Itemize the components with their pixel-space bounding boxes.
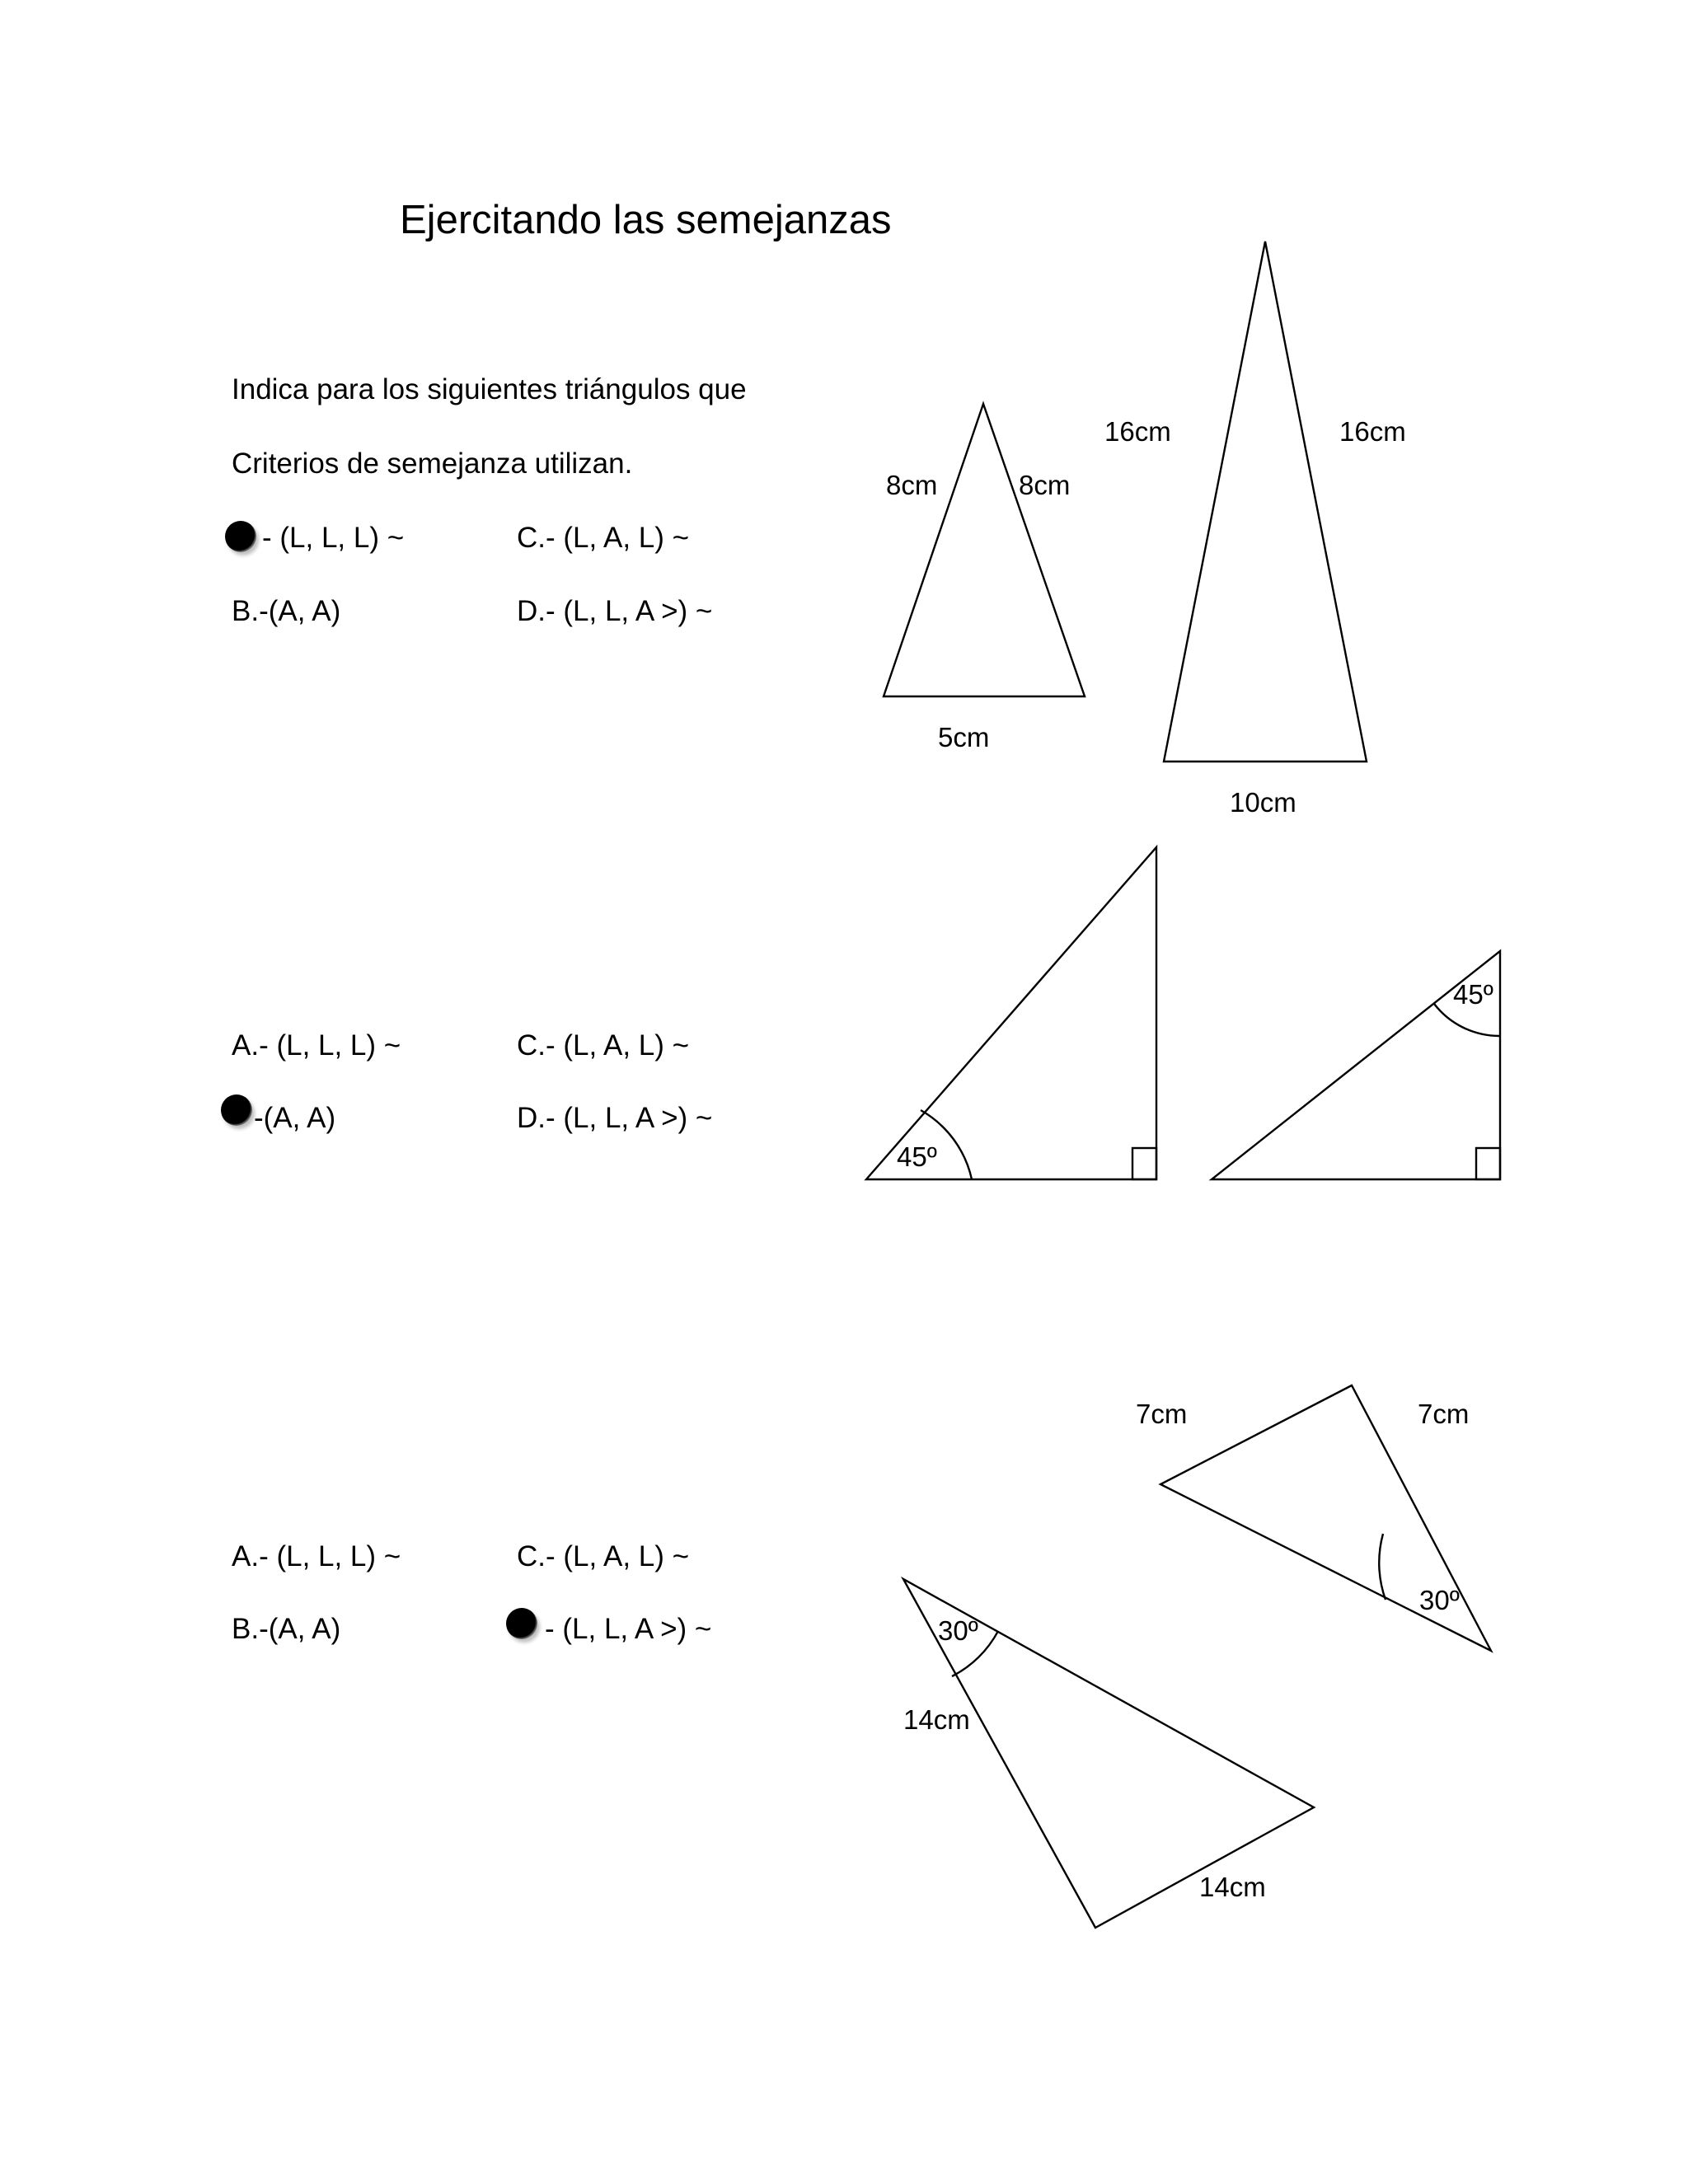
angle-label-small: 30º xyxy=(1419,1585,1460,1615)
side-label-small-right: 8cm xyxy=(1019,470,1071,500)
side-label-large-right: 16cm xyxy=(1339,416,1406,447)
option-b-exercise-3[interactable]: B.-(A, A) xyxy=(232,1613,341,1645)
option-c-exercise-2[interactable]: C.- (L, A, L) ~ xyxy=(517,1029,690,1062)
right-angle-marker-right xyxy=(1476,1148,1500,1179)
large-isosceles-triangle xyxy=(1164,241,1367,762)
angle-label-large: 30º xyxy=(938,1615,978,1646)
option-d-exercise-1[interactable]: D.- (L, L, A >) ~ xyxy=(517,595,713,627)
option-d-exercise-3[interactable]: - (L, L, A >) ~ xyxy=(545,1613,712,1645)
option-c-exercise-3[interactable]: C.- (L, A, L) ~ xyxy=(517,1540,690,1572)
base-label-small: 5cm xyxy=(938,722,990,752)
option-b-exercise-1[interactable]: B.-(A, A) xyxy=(232,595,341,627)
option-c-exercise-1[interactable]: C.- (L, A, L) ~ xyxy=(517,522,690,554)
side-label-small-left: 8cm xyxy=(886,470,938,500)
option-a-exercise-2[interactable]: A.- (L, L, L) ~ xyxy=(232,1029,401,1062)
page-title: Ejercitando las semejanzas xyxy=(400,198,892,242)
option-a-exercise-3[interactable]: A.- (L, L, L) ~ xyxy=(232,1540,401,1572)
side-label-large-left: 16cm xyxy=(1104,416,1171,447)
side-label-large-left: 14cm xyxy=(903,1704,970,1735)
option-d-exercise-2[interactable]: D.- (L, L, A >) ~ xyxy=(517,1102,713,1134)
angle-arc-small xyxy=(1379,1534,1386,1600)
small-isosceles-triangle xyxy=(884,404,1085,696)
instructions-line-1: Indica para los siguientes triángulos que xyxy=(232,373,747,405)
option-a-exercise-1[interactable]: - (L, L, L) ~ xyxy=(262,522,405,554)
side-label-small-top-right: 7cm xyxy=(1418,1399,1470,1429)
right-triangle-left xyxy=(866,847,1156,1179)
angle-label-right: 45º xyxy=(1453,979,1493,1010)
option-b-exercise-2[interactable]: -(A, A) xyxy=(254,1102,336,1134)
right-angle-marker-left xyxy=(1132,1148,1156,1179)
side-label-small-top-left: 7cm xyxy=(1136,1399,1188,1429)
angle-label-left: 45º xyxy=(897,1141,937,1172)
instructions-line-2: Criterios de semejanza utilizan. xyxy=(232,448,633,480)
side-label-large-bottom: 14cm xyxy=(1199,1872,1266,1902)
base-label-large: 10cm xyxy=(1230,787,1296,818)
